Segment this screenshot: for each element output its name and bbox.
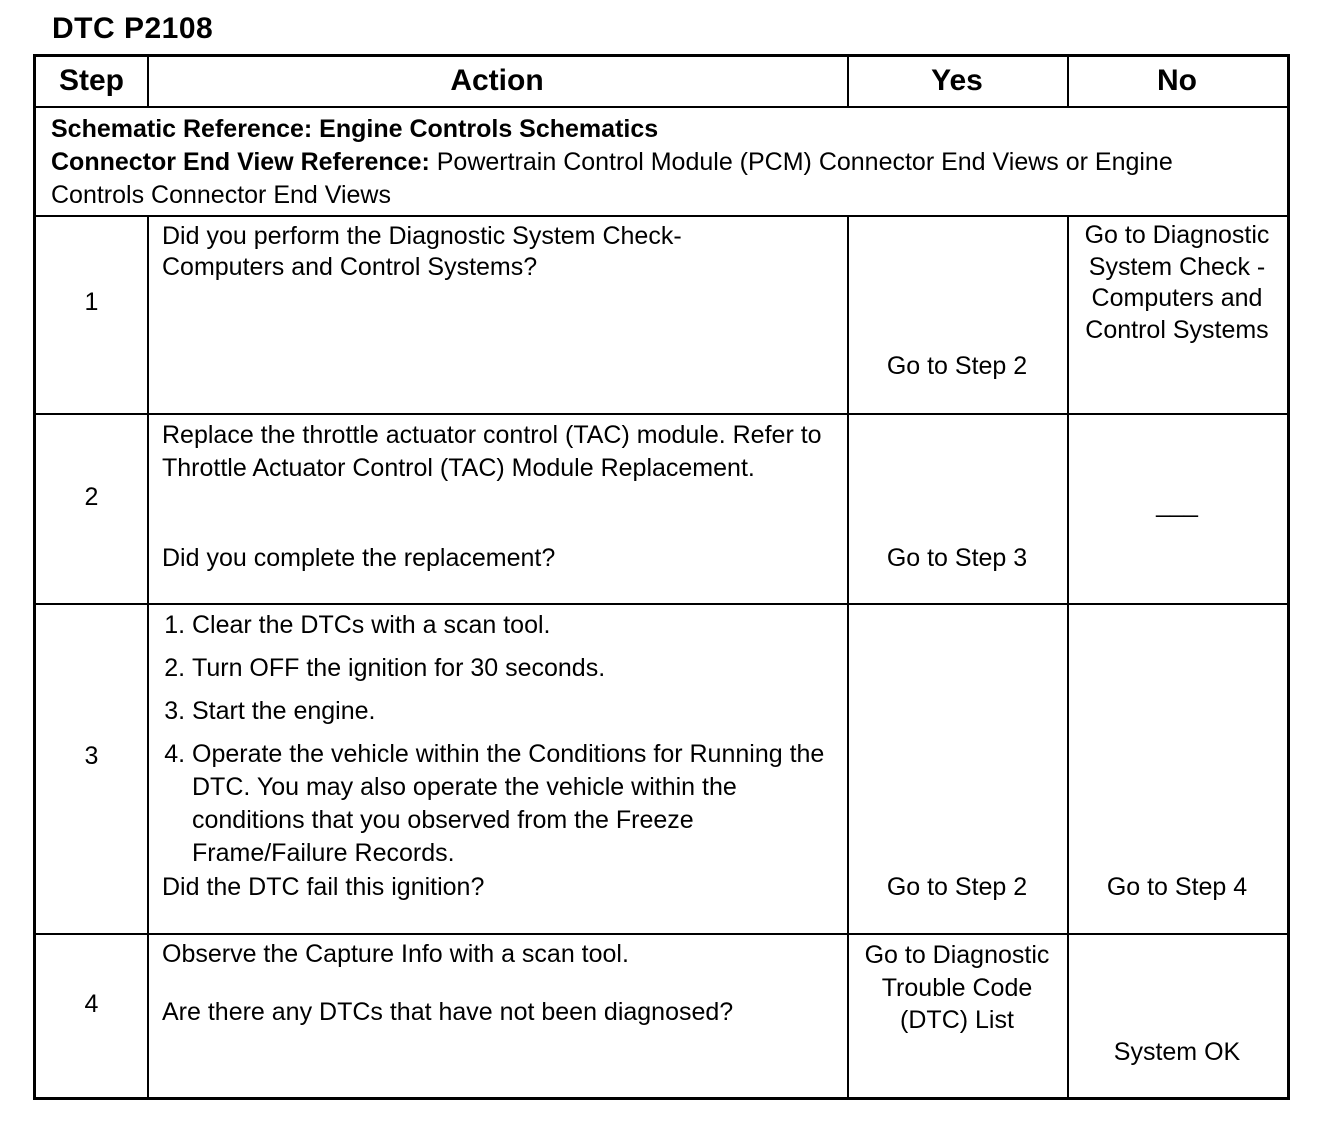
action-list-container — [162, 609, 842, 880]
reference-divider — [36, 215, 1287, 217]
diagnostic-table — [33, 54, 1290, 1100]
step-number: 1 — [84, 288, 99, 316]
connector-reference-label: Connector End View Reference: — [51, 148, 430, 176]
col-divider-1-body — [147, 215, 149, 1097]
col-divider-2-body — [847, 215, 849, 1097]
no-text: Go to Diagnostic System Check - Computers and Control Systems — [1084, 221, 1270, 344]
page-title: DTC P2108 — [52, 12, 214, 45]
no-text: Go to Step 4 — [1106, 873, 1248, 901]
action-list — [162, 609, 842, 870]
header-action: Action — [450, 64, 544, 97]
action-text: Replace the throttle actuator control (TAC) module. Refer to Throttle Actuator Control (TAC) Module Replacement. — [162, 421, 822, 482]
list-item: 2. Turn OFF the ignition for 30 seconds. — [192, 652, 842, 685]
action-text: Did you perform the Diagnostic System Check-Computers and Control Systems? — [162, 222, 682, 281]
step-number: 4 — [84, 990, 99, 1018]
action-question: Did you complete the replacement? — [162, 544, 556, 572]
schematic-reference: Schematic Reference: Engine Controls Schematics — [51, 115, 659, 143]
yes-text: Go to Diagnostic Trouble Code (DTC) List — [864, 941, 1050, 1034]
yes-text: Go to Step 2 — [886, 873, 1028, 901]
yes-text: Go to Step 3 — [886, 544, 1028, 572]
list-item: 4. Operate the vehicle within the Conditions for Running the DTC. You may also operate the vehicle within the conditions that you observed from the Freeze Frame/Failure Records. — [192, 738, 842, 870]
header-yes: Yes — [931, 64, 983, 97]
connector-reference — [51, 146, 1231, 212]
header-no: No — [1157, 64, 1197, 97]
row1-divider — [36, 413, 1287, 415]
action-text: Observe the Capture Info with a scan tool. — [162, 940, 629, 968]
no-text: ___ — [1156, 490, 1198, 518]
connector-reference-text: Powertrain Control Module (PCM) Connector End Views or Engine Controls Connector End Views — [51, 148, 1173, 209]
list-item: 1. Clear the DTCs with a scan tool. — [192, 609, 842, 642]
col-divider-3-body — [1067, 215, 1069, 1097]
no-text: System OK — [1113, 1038, 1241, 1066]
action-question: Are there any DTCs that have not been diagnosed? — [162, 998, 734, 1026]
header-divider — [36, 106, 1287, 108]
yes-text: Go to Step 2 — [886, 352, 1028, 380]
step-number: 3 — [84, 742, 99, 770]
reference-block — [51, 113, 1231, 212]
row3-divider — [36, 933, 1287, 935]
action-question: Did the DTC fail this ignition? — [162, 873, 485, 901]
header-step: Step — [58, 64, 124, 97]
list-item: 3. Start the engine. — [192, 695, 842, 728]
row2-divider — [36, 603, 1287, 605]
step-number: 2 — [84, 483, 99, 511]
